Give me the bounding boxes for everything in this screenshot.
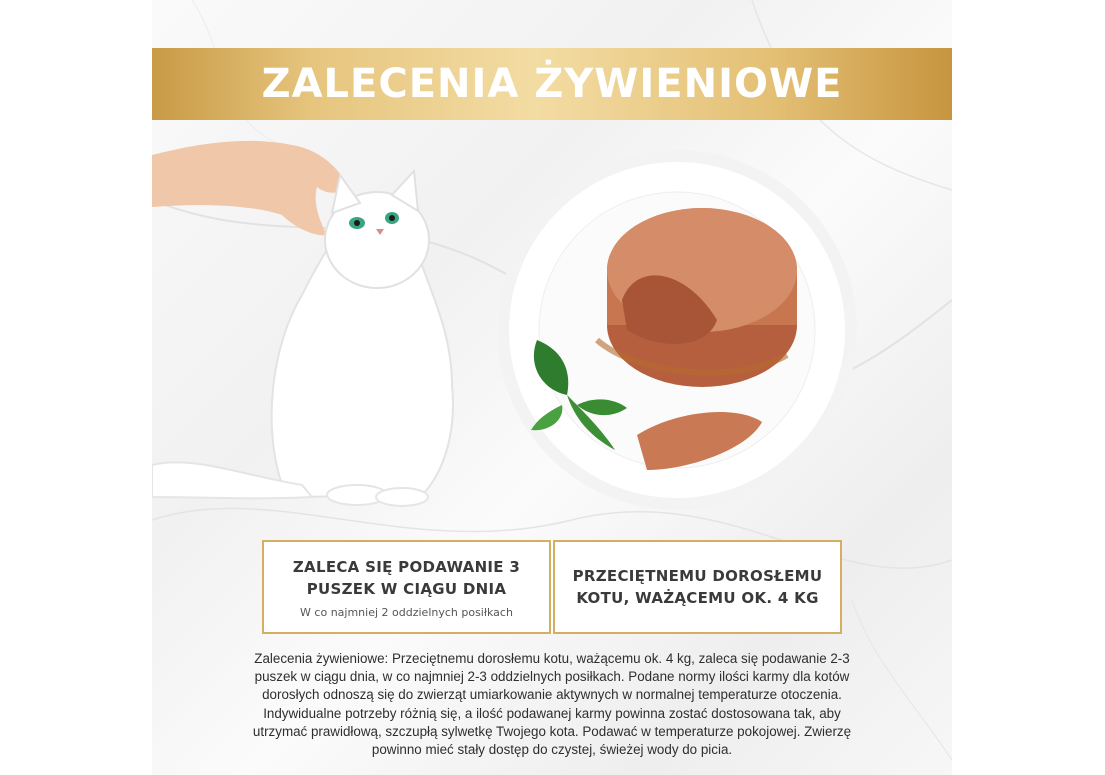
product-info-panel — [152, 0, 952, 775]
feeding-description: Zalecenia żywieniowe: Przeciętnemu dorosłemu kotu, ważącemu ok. 4 kg, zaleca się podawanie 2-3 puszek w ciągu dnia, w co najmniej 2-3 oddzielnych posiłkach. Podane normy ilości karmy dla kotów dorosłych odnoszą się do zwierząt umiarkowanie aktywnych w normalnej temperaturze otoczenia. Indywidualne potrzeby różnią się, a ilość podawanej karmy powinna zostać dostosowana tak, aby utrzymać prawidłową, szczupłą sylwetkę Twojego kota. Podawać w temperaturze pokojowej. Zwierzę powinno mieć stały dostęp do czystej, świeżej wody do picia. — [252, 651, 852, 758]
cat-weight-box — [553, 540, 842, 634]
feeding-info-boxes — [262, 540, 842, 634]
feeding-amount-text: ZALECA SIĘ PODAWANIE 3 PUSZEK W CIĄGU DNIA — [292, 557, 521, 598]
cat-illustration — [152, 125, 482, 525]
food-plate-illustration — [487, 150, 867, 520]
page-title: ZALECENIA ŻYWIENIOWE — [261, 61, 843, 107]
feeding-amount-box — [262, 540, 551, 634]
cat-weight-text: PRZECIĘTNEMU DOROSŁEMU KOTU, WAŻĄCEMU OK. 4 KG — [572, 567, 823, 607]
feeding-meals-text: W co najmniej 2 oddzielnych posiłkach — [300, 605, 513, 619]
title-banner — [152, 48, 952, 120]
